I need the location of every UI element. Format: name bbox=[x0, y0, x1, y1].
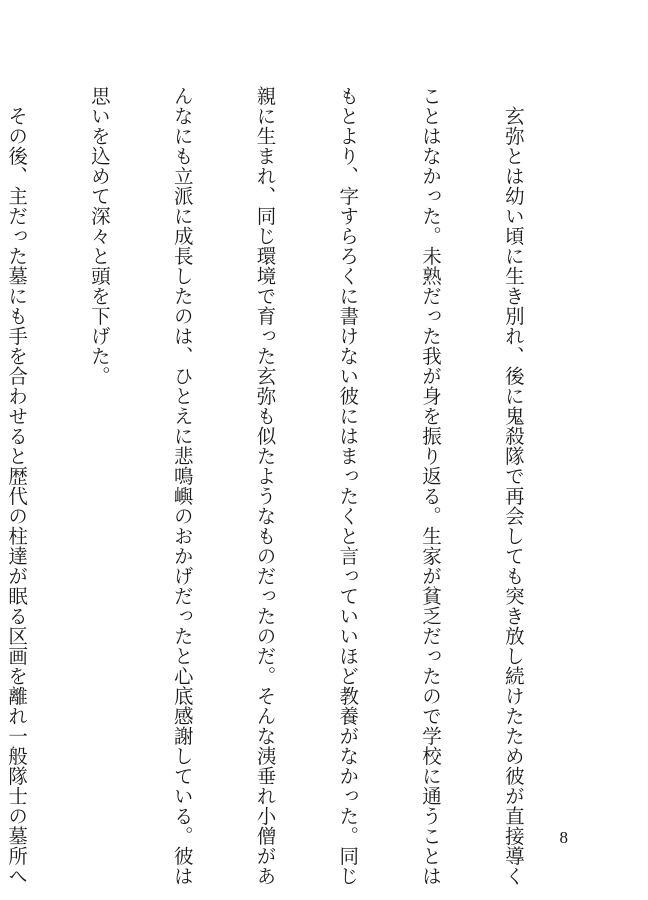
text-line: ことはなかった。未熟だった我が身を振り返る。生家が貧乏だったので学校に通うことは bbox=[419, 86, 443, 886]
text-line: その後、主だった墓にも手を合わせると歴代の柱達が眠る区画を離れ一般隊士の墓所へ bbox=[5, 86, 29, 886]
text-line: 思いを込めて深々と頭を下げた。 bbox=[87, 86, 111, 386]
text-line: 玄弥とは幼い頃に生き別れ、後に鬼殺隊で再会しても突き放し続けたため彼が直接導く bbox=[501, 86, 525, 886]
text-line: 親に生まれ、同じ環境で育った玄弥も似たようなものだったのだ。そんな洟垂れ小僧があ bbox=[253, 86, 277, 886]
text-line: んなにも立派に成長したのは、ひとえに悲鳴嶼のおかげだったと心底感謝している。彼は bbox=[170, 86, 194, 886]
text-line: もとより、字すらろくに書けない彼にはまったくと言っていいほど教養がなかった。同じ bbox=[336, 86, 360, 886]
vertical-body-text bbox=[0, 86, 582, 886]
page-number: 8 bbox=[559, 828, 568, 847]
